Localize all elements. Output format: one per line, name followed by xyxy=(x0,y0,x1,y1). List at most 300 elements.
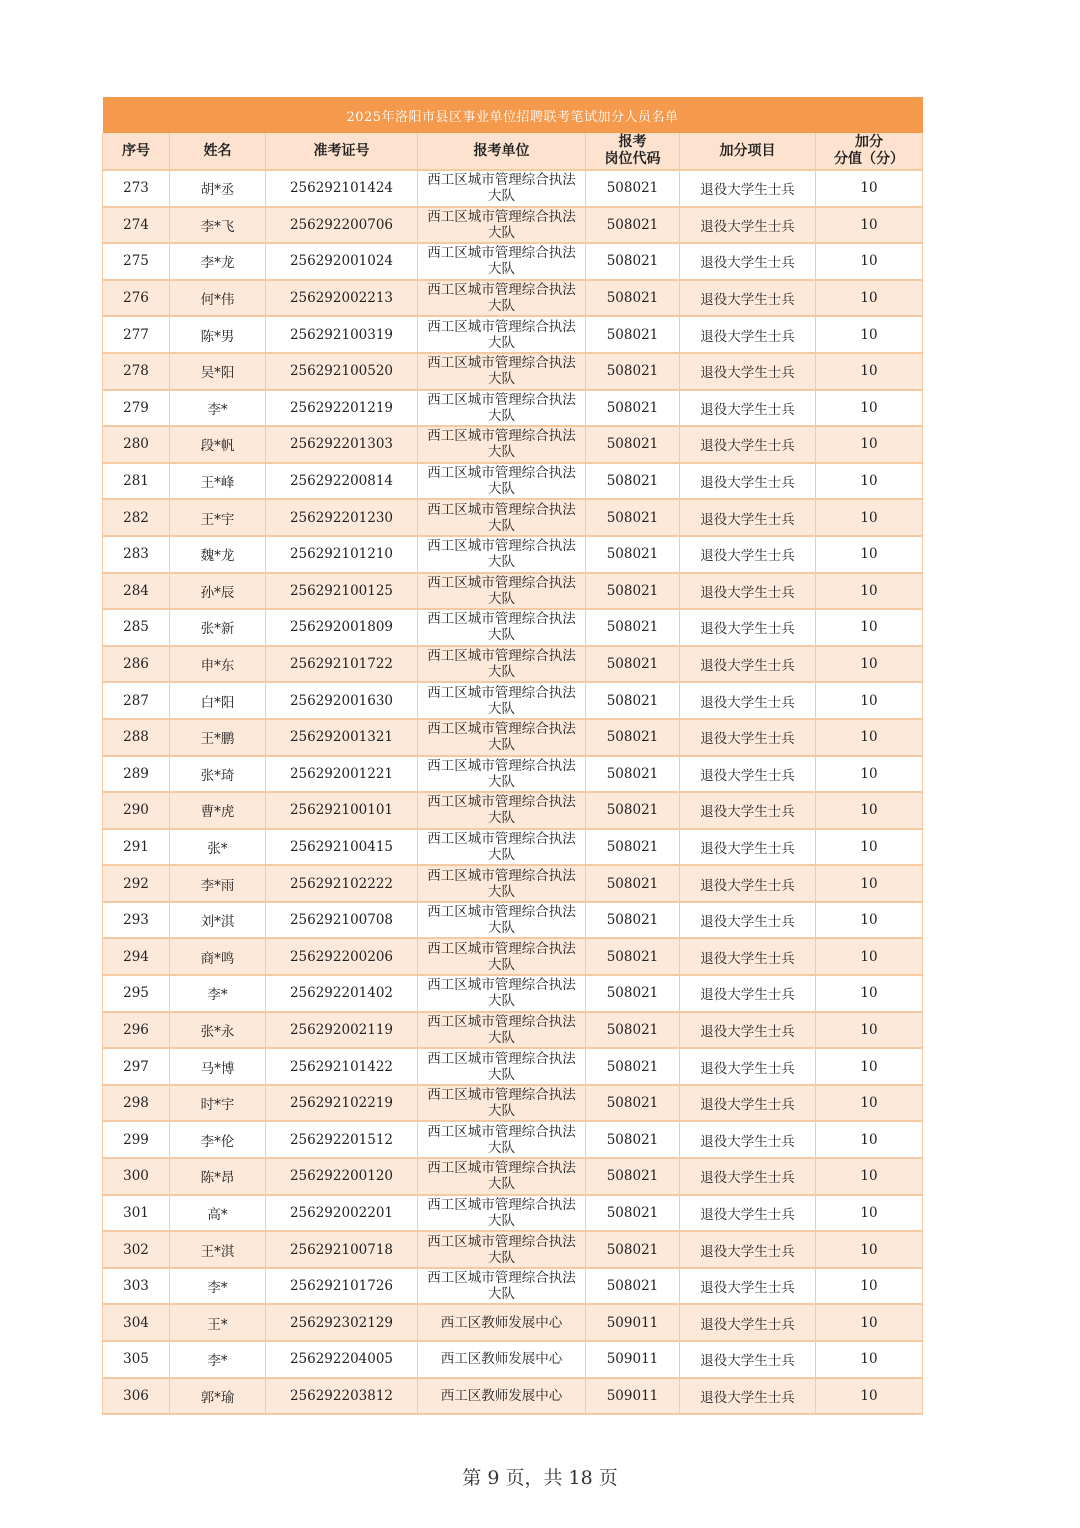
cell-position-code: 508021 xyxy=(586,1121,680,1158)
cell-name: 王*鹏 xyxy=(170,719,266,756)
cell-unit-line1: 西工区城市管理综合执法 xyxy=(427,830,576,847)
cell-position-code: 508021 xyxy=(586,1048,680,1085)
cell-bonus-item: 退役大学生士兵 xyxy=(680,316,816,353)
cell-unit-line2: 大队 xyxy=(488,1249,515,1266)
cell-ticket: 256292200206 xyxy=(266,938,418,975)
cell-unit-line1: 西工区教师发展中心 xyxy=(440,1351,563,1368)
cell-bonus-item: 退役大学生士兵 xyxy=(680,573,816,610)
cell-bonus-item: 退役大学生士兵 xyxy=(680,609,816,646)
cell-bonus-score: 10 xyxy=(816,463,923,500)
cell-bonus-score: 10 xyxy=(816,536,923,573)
cell-bonus-score: 10 xyxy=(816,1158,923,1195)
cell-seq: 278 xyxy=(103,353,170,390)
cell-position-code: 508021 xyxy=(586,499,680,536)
cell-unit-line2: 大队 xyxy=(488,920,515,937)
cell-seq: 283 xyxy=(103,536,170,573)
cell-unit-line2: 大队 xyxy=(488,188,515,205)
cell-unit-line1: 西工区城市管理综合执法 xyxy=(427,721,576,738)
table-row xyxy=(103,719,923,756)
cell-bonus-item: 退役大学生士兵 xyxy=(680,646,816,683)
cell-bonus-score: 10 xyxy=(816,1048,923,1085)
cell-unit-line2: 大队 xyxy=(488,554,515,571)
cell-seq: 304 xyxy=(103,1304,170,1341)
cell-seq: 274 xyxy=(103,207,170,244)
cell-bonus-item: 退役大学生士兵 xyxy=(680,353,816,390)
cell-bonus-score: 10 xyxy=(816,499,923,536)
cell-unit xyxy=(418,756,586,793)
cell-unit xyxy=(418,1195,586,1232)
cell-ticket: 256292101422 xyxy=(266,1048,418,1085)
cell-position-code: 508021 xyxy=(586,646,680,683)
cell-seq: 286 xyxy=(103,646,170,683)
table-row xyxy=(103,865,923,902)
cell-name: 胡*丞 xyxy=(170,170,266,207)
cell-ticket: 256292102219 xyxy=(266,1085,418,1122)
table-row xyxy=(103,1012,923,1049)
cell-name: 王*宇 xyxy=(170,499,266,536)
cell-name: 陈*男 xyxy=(170,316,266,353)
cell-name: 李* xyxy=(170,1341,266,1378)
cell-ticket: 256292201303 xyxy=(266,426,418,463)
cell-unit-line1: 西工区城市管理综合执法 xyxy=(427,318,576,335)
cell-unit xyxy=(418,938,586,975)
cell-unit xyxy=(418,243,586,280)
cell-name: 王* xyxy=(170,1304,266,1341)
cell-bonus-item: 退役大学生士兵 xyxy=(680,463,816,500)
cell-bonus-score: 10 xyxy=(816,390,923,427)
cell-position-code: 508021 xyxy=(586,316,680,353)
cell-name: 张*琦 xyxy=(170,756,266,793)
cell-unit-line2: 大队 xyxy=(488,737,515,754)
cell-seq: 279 xyxy=(103,390,170,427)
table-row xyxy=(103,646,923,683)
cell-unit xyxy=(418,390,586,427)
cell-seq: 291 xyxy=(103,829,170,866)
cell-seq: 301 xyxy=(103,1195,170,1232)
cell-unit xyxy=(418,682,586,719)
cell-unit-line1: 西工区城市管理综合执法 xyxy=(427,1233,576,1250)
cell-position-code: 508021 xyxy=(586,536,680,573)
cell-position-code: 508021 xyxy=(586,390,680,427)
cell-unit-line2: 大队 xyxy=(488,1139,515,1156)
cell-seq: 305 xyxy=(103,1341,170,1378)
cell-seq: 281 xyxy=(103,463,170,500)
header-bonus-score xyxy=(816,133,923,170)
cell-name: 白*阳 xyxy=(170,682,266,719)
header-bonus-item: 加分项目 xyxy=(680,133,816,170)
cell-name: 李*龙 xyxy=(170,243,266,280)
cell-position-code: 508021 xyxy=(586,609,680,646)
cell-seq: 282 xyxy=(103,499,170,536)
header-unit: 报考单位 xyxy=(418,133,586,170)
table-row xyxy=(103,902,923,939)
cell-seq: 290 xyxy=(103,792,170,829)
cell-position-code: 508021 xyxy=(586,1268,680,1305)
cell-ticket: 256292200120 xyxy=(266,1158,418,1195)
cell-unit-line1: 西工区城市管理综合执法 xyxy=(427,245,576,262)
table-row xyxy=(103,975,923,1012)
cell-unit-line1: 西工区城市管理综合执法 xyxy=(427,282,576,299)
cell-bonus-score: 10 xyxy=(816,1304,923,1341)
cell-ticket: 256292001221 xyxy=(266,756,418,793)
cell-seq: 277 xyxy=(103,316,170,353)
cell-bonus-item: 退役大学生士兵 xyxy=(680,902,816,939)
cell-ticket: 256292201512 xyxy=(266,1121,418,1158)
cell-bonus-item: 退役大学生士兵 xyxy=(680,1085,816,1122)
cell-ticket: 256292100718 xyxy=(266,1231,418,1268)
cell-name: 李* xyxy=(170,975,266,1012)
cell-bonus-item: 退役大学生士兵 xyxy=(680,682,816,719)
cell-bonus-score: 10 xyxy=(816,682,923,719)
cell-name: 李*飞 xyxy=(170,207,266,244)
cell-ticket: 256292100101 xyxy=(266,792,418,829)
cell-unit xyxy=(418,280,586,317)
cell-seq: 285 xyxy=(103,609,170,646)
cell-seq: 280 xyxy=(103,426,170,463)
cell-position-code: 508021 xyxy=(586,1012,680,1049)
cell-unit xyxy=(418,719,586,756)
cell-name: 申*东 xyxy=(170,646,266,683)
cell-name: 吴*阳 xyxy=(170,353,266,390)
cell-ticket: 256292100520 xyxy=(266,353,418,390)
table-title: 2025年洛阳市县区事业单位招聘联考笔试加分人员名单 xyxy=(103,97,923,133)
cell-ticket: 256292100708 xyxy=(266,902,418,939)
cell-ticket: 256292204005 xyxy=(266,1341,418,1378)
cell-position-code: 508021 xyxy=(586,829,680,866)
cell-unit-line2: 大队 xyxy=(488,956,515,973)
cell-seq: 293 xyxy=(103,902,170,939)
cell-bonus-item: 退役大学生士兵 xyxy=(680,499,816,536)
cell-unit-line2: 大队 xyxy=(488,1029,515,1046)
header-bonus-score-line2: 分值（分） xyxy=(834,151,905,167)
cell-seq: 300 xyxy=(103,1158,170,1195)
cell-position-code: 508021 xyxy=(586,902,680,939)
cell-unit xyxy=(418,573,586,610)
table-row xyxy=(103,682,923,719)
cell-bonus-score: 10 xyxy=(816,1378,923,1415)
cell-bonus-score: 10 xyxy=(816,646,923,683)
cell-position-code: 508021 xyxy=(586,1231,680,1268)
cell-name: 时*宇 xyxy=(170,1085,266,1122)
cell-ticket: 256292002201 xyxy=(266,1195,418,1232)
cell-name: 曹*虎 xyxy=(170,792,266,829)
cell-position-code: 508021 xyxy=(586,865,680,902)
cell-bonus-item: 退役大学生士兵 xyxy=(680,536,816,573)
cell-unit xyxy=(418,1378,586,1415)
table-row xyxy=(103,573,923,610)
cell-unit-line2: 大队 xyxy=(488,444,515,461)
cell-bonus-score: 10 xyxy=(816,609,923,646)
cell-position-code: 508021 xyxy=(586,1195,680,1232)
table-header-row xyxy=(103,133,923,170)
cell-unit-line1: 西工区城市管理综合执法 xyxy=(427,538,576,555)
cell-seq: 275 xyxy=(103,243,170,280)
cell-unit-line2: 大队 xyxy=(488,334,515,351)
cell-unit xyxy=(418,1268,586,1305)
cell-unit xyxy=(418,463,586,500)
cell-unit xyxy=(418,426,586,463)
cell-bonus-item: 退役大学生士兵 xyxy=(680,207,816,244)
cell-unit-line2: 大队 xyxy=(488,407,515,424)
cell-unit xyxy=(418,865,586,902)
cell-ticket: 256292201402 xyxy=(266,975,418,1012)
cell-bonus-score: 10 xyxy=(816,1195,923,1232)
cell-seq: 299 xyxy=(103,1121,170,1158)
cell-bonus-score: 10 xyxy=(816,792,923,829)
cell-unit xyxy=(418,207,586,244)
cell-bonus-score: 10 xyxy=(816,865,923,902)
cell-unit-line1: 西工区城市管理综合执法 xyxy=(427,1270,576,1287)
cell-unit-line2: 大队 xyxy=(488,1212,515,1229)
cell-unit-line1: 西工区城市管理综合执法 xyxy=(427,172,576,189)
cell-bonus-item: 退役大学生士兵 xyxy=(680,243,816,280)
table-row xyxy=(103,756,923,793)
cell-unit-line2: 大队 xyxy=(488,481,515,498)
cell-name: 王*峰 xyxy=(170,463,266,500)
table-row xyxy=(103,1195,923,1232)
cell-name: 段*帆 xyxy=(170,426,266,463)
cell-name: 张*新 xyxy=(170,609,266,646)
cell-unit-line1: 西工区城市管理综合执法 xyxy=(427,1013,576,1030)
table-row xyxy=(103,609,923,646)
cell-bonus-item: 退役大学生士兵 xyxy=(680,1012,816,1049)
table-row xyxy=(103,1231,923,1268)
cell-unit xyxy=(418,609,586,646)
cell-bonus-item: 退役大学生士兵 xyxy=(680,1121,816,1158)
table-row xyxy=(103,463,923,500)
roster-sheet xyxy=(102,97,922,1415)
cell-seq: 273 xyxy=(103,170,170,207)
cell-name: 李*伦 xyxy=(170,1121,266,1158)
cell-unit-line2: 大队 xyxy=(488,298,515,315)
cell-unit-line2: 大队 xyxy=(488,261,515,278)
cell-ticket: 256292002213 xyxy=(266,280,418,317)
cell-unit-line1: 西工区城市管理综合执法 xyxy=(427,574,576,591)
roster-table xyxy=(102,97,923,1415)
cell-ticket: 256292302129 xyxy=(266,1304,418,1341)
cell-unit-line2: 大队 xyxy=(488,224,515,241)
cell-ticket: 256292001809 xyxy=(266,609,418,646)
cell-position-code: 508021 xyxy=(586,280,680,317)
cell-bonus-item: 退役大学生士兵 xyxy=(680,829,816,866)
cell-unit-line2: 大队 xyxy=(488,810,515,827)
cell-position-code: 508021 xyxy=(586,573,680,610)
cell-position-code: 509011 xyxy=(586,1304,680,1341)
cell-position-code: 508021 xyxy=(586,170,680,207)
cell-bonus-item: 退役大学生士兵 xyxy=(680,1304,816,1341)
cell-bonus-score: 10 xyxy=(816,1231,923,1268)
cell-bonus-score: 10 xyxy=(816,170,923,207)
cell-seq: 297 xyxy=(103,1048,170,1085)
table-row xyxy=(103,1268,923,1305)
cell-position-code: 509011 xyxy=(586,1378,680,1415)
cell-unit-line2: 大队 xyxy=(488,590,515,607)
cell-bonus-score: 10 xyxy=(816,938,923,975)
cell-unit xyxy=(418,646,586,683)
cell-position-code: 508021 xyxy=(586,1158,680,1195)
cell-unit-line2: 大队 xyxy=(488,700,515,717)
cell-unit-line1: 西工区城市管理综合执法 xyxy=(427,977,576,994)
cell-name: 马*博 xyxy=(170,1048,266,1085)
cell-bonus-item: 退役大学生士兵 xyxy=(680,390,816,427)
cell-bonus-score: 10 xyxy=(816,353,923,390)
cell-bonus-item: 退役大学生士兵 xyxy=(680,1378,816,1415)
cell-unit xyxy=(418,353,586,390)
cell-bonus-item: 退役大学生士兵 xyxy=(680,756,816,793)
cell-name: 李* xyxy=(170,390,266,427)
cell-unit-line1: 西工区城市管理综合执法 xyxy=(427,465,576,482)
header-bonus-score-line1: 加分 xyxy=(855,134,884,150)
cell-unit-line1: 西工区城市管理综合执法 xyxy=(427,1050,576,1067)
cell-unit xyxy=(418,792,586,829)
cell-position-code: 508021 xyxy=(586,1085,680,1122)
cell-bonus-item: 退役大学生士兵 xyxy=(680,1158,816,1195)
cell-ticket: 256292001630 xyxy=(266,682,418,719)
cell-name: 陈*昂 xyxy=(170,1158,266,1195)
cell-seq: 288 xyxy=(103,719,170,756)
cell-unit-line1: 西工区城市管理综合执法 xyxy=(427,648,576,665)
cell-bonus-item: 退役大学生士兵 xyxy=(680,719,816,756)
cell-bonus-score: 10 xyxy=(816,902,923,939)
cell-unit-line2: 大队 xyxy=(488,773,515,790)
cell-bonus-score: 10 xyxy=(816,975,923,1012)
table-row xyxy=(103,1158,923,1195)
header-position-code-line2: 岗位代码 xyxy=(604,151,661,167)
cell-ticket: 256292101726 xyxy=(266,1268,418,1305)
cell-position-code: 508021 xyxy=(586,938,680,975)
table-row xyxy=(103,1121,923,1158)
cell-name: 孙*辰 xyxy=(170,573,266,610)
cell-name: 李* xyxy=(170,1268,266,1305)
cell-unit-line1: 西工区城市管理综合执法 xyxy=(427,904,576,921)
cell-position-code: 508021 xyxy=(586,207,680,244)
cell-name: 张*永 xyxy=(170,1012,266,1049)
cell-name: 刘*淇 xyxy=(170,902,266,939)
cell-bonus-score: 10 xyxy=(816,1268,923,1305)
cell-ticket: 256292101722 xyxy=(266,646,418,683)
cell-unit xyxy=(418,1012,586,1049)
cell-unit-line2: 大队 xyxy=(488,1103,515,1120)
cell-seq: 287 xyxy=(103,682,170,719)
table-row xyxy=(103,390,923,427)
cell-unit-line1: 西工区城市管理综合执法 xyxy=(427,501,576,518)
cell-unit-line2: 大队 xyxy=(488,993,515,1010)
cell-unit-line2: 大队 xyxy=(488,883,515,900)
cell-bonus-score: 10 xyxy=(816,280,923,317)
cell-bonus-item: 退役大学生士兵 xyxy=(680,865,816,902)
cell-ticket: 256292203812 xyxy=(266,1378,418,1415)
header-ticket: 准考证号 xyxy=(266,133,418,170)
cell-bonus-item: 退役大学生士兵 xyxy=(680,975,816,1012)
table-row xyxy=(103,1085,923,1122)
cell-unit-line1: 西工区城市管理综合执法 xyxy=(427,355,576,372)
table-row xyxy=(103,499,923,536)
cell-bonus-score: 10 xyxy=(816,1085,923,1122)
cell-position-code: 508021 xyxy=(586,426,680,463)
cell-unit xyxy=(418,1304,586,1341)
cell-unit-line2: 大队 xyxy=(488,517,515,534)
cell-ticket: 256292001024 xyxy=(266,243,418,280)
cell-ticket: 256292101210 xyxy=(266,536,418,573)
cell-bonus-item: 退役大学生士兵 xyxy=(680,1048,816,1085)
cell-unit-line1: 西工区教师发展中心 xyxy=(440,1314,563,1331)
cell-name: 郭*瑜 xyxy=(170,1378,266,1415)
cell-unit xyxy=(418,902,586,939)
cell-unit-line1: 西工区教师发展中心 xyxy=(440,1387,563,1404)
cell-unit-line1: 西工区城市管理综合执法 xyxy=(427,611,576,628)
cell-position-code: 508021 xyxy=(586,975,680,1012)
cell-unit-line2: 大队 xyxy=(488,664,515,681)
cell-unit-line1: 西工区城市管理综合执法 xyxy=(427,1087,576,1104)
cell-name: 何*伟 xyxy=(170,280,266,317)
cell-seq: 292 xyxy=(103,865,170,902)
cell-position-code: 508021 xyxy=(586,792,680,829)
cell-unit xyxy=(418,1121,586,1158)
header-position-code xyxy=(586,133,680,170)
cell-position-code: 508021 xyxy=(586,719,680,756)
table-row xyxy=(103,316,923,353)
cell-seq: 302 xyxy=(103,1231,170,1268)
cell-bonus-score: 10 xyxy=(816,1121,923,1158)
cell-bonus-item: 退役大学生士兵 xyxy=(680,938,816,975)
cell-unit-line1: 西工区城市管理综合执法 xyxy=(427,794,576,811)
cell-unit-line1: 西工区城市管理综合执法 xyxy=(427,391,576,408)
table-row xyxy=(103,1378,923,1415)
cell-name: 李*雨 xyxy=(170,865,266,902)
cell-ticket: 256292100415 xyxy=(266,829,418,866)
cell-name: 高* xyxy=(170,1195,266,1232)
cell-bonus-item: 退役大学生士兵 xyxy=(680,1341,816,1378)
cell-unit xyxy=(418,1231,586,1268)
cell-unit xyxy=(418,316,586,353)
cell-unit xyxy=(418,829,586,866)
cell-ticket: 256292201219 xyxy=(266,390,418,427)
cell-unit-line1: 西工区城市管理综合执法 xyxy=(427,940,576,957)
cell-bonus-score: 10 xyxy=(816,243,923,280)
table-row xyxy=(103,829,923,866)
cell-position-code: 508021 xyxy=(586,682,680,719)
cell-unit-line1: 西工区城市管理综合执法 xyxy=(427,867,576,884)
table-row xyxy=(103,1341,923,1378)
table-row xyxy=(103,207,923,244)
cell-unit xyxy=(418,1085,586,1122)
cell-ticket: 256292200706 xyxy=(266,207,418,244)
table-row xyxy=(103,792,923,829)
table-row xyxy=(103,1048,923,1085)
cell-unit-line2: 大队 xyxy=(488,1176,515,1193)
cell-position-code: 508021 xyxy=(586,353,680,390)
cell-bonus-score: 10 xyxy=(816,426,923,463)
cell-bonus-item: 退役大学生士兵 xyxy=(680,280,816,317)
cell-position-code: 508021 xyxy=(586,756,680,793)
cell-unit-line1: 西工区城市管理综合执法 xyxy=(427,428,576,445)
cell-ticket: 256292001321 xyxy=(266,719,418,756)
table-row xyxy=(103,170,923,207)
table-row xyxy=(103,536,923,573)
cell-name: 王*淇 xyxy=(170,1231,266,1268)
cell-seq: 276 xyxy=(103,280,170,317)
cell-seq: 284 xyxy=(103,573,170,610)
cell-unit-line1: 西工区城市管理综合执法 xyxy=(427,757,576,774)
header-seq: 序号 xyxy=(103,133,170,170)
cell-ticket: 256292101424 xyxy=(266,170,418,207)
cell-name: 张* xyxy=(170,829,266,866)
cell-unit-line2: 大队 xyxy=(488,627,515,644)
cell-ticket: 256292100125 xyxy=(266,573,418,610)
cell-position-code: 508021 xyxy=(586,463,680,500)
cell-unit xyxy=(418,975,586,1012)
table-title-row xyxy=(103,97,923,133)
